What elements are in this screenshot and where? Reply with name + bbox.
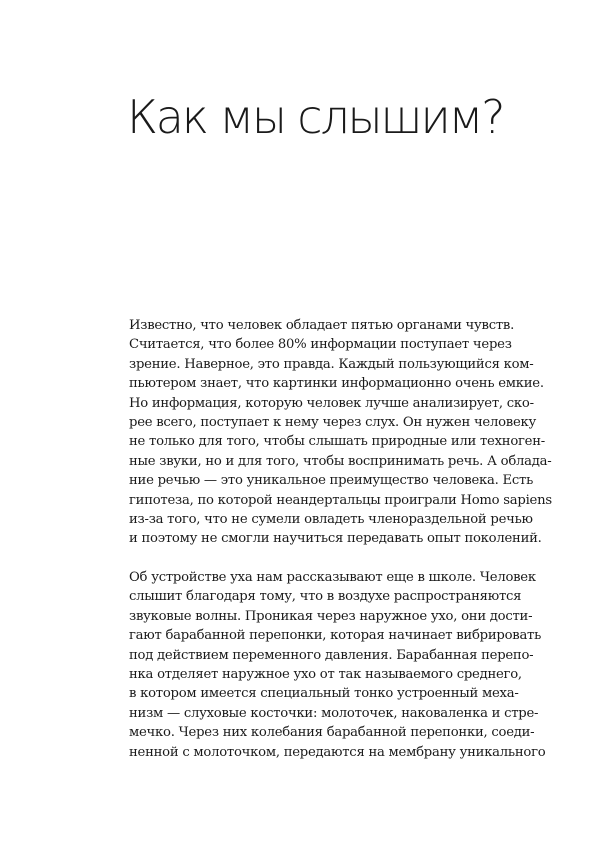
body-text <box>129 316 552 762</box>
text-line: мечко. Через них колебания барабанной перепонки, соеди- <box>129 725 535 741</box>
text-line: под действием переменного давления. Барабанная перепо- <box>129 647 534 663</box>
text-line: не только для того, чтобы слышать природные или техноген- <box>129 434 545 450</box>
text-line: низм — слуховые косточки: молоточек, наковаленка и стре- <box>129 705 539 721</box>
text-line: ненной с молоточком, передаются на мембрану уникального <box>129 744 546 760</box>
text-line: зрение. Наверное, это правда. Каждый пользующийся ком- <box>129 356 534 372</box>
text-line: из-за того, что не сумели овладеть членораздельной речью <box>129 511 533 527</box>
text-line: в котором имеется специальный тонко устроенный меха- <box>129 686 519 702</box>
text-line: звуковые волны. Проникая через наружное ухо, они дости- <box>129 608 533 624</box>
paragraph-2 <box>129 568 549 762</box>
paragraph-spacer <box>129 549 549 568</box>
text-line: гают барабанной перепонки, которая начинает вибрировать <box>129 628 542 644</box>
text-line: гипотеза, по которой неандертальцы проиграли Homo sapiens <box>129 492 552 508</box>
text-line: пьютером знает, что картинки информационно очень емкие. <box>129 376 544 392</box>
text-line: слышит благодаря тому, что в воздухе распространяются <box>129 589 522 605</box>
text-line: Считается, что более 80% информации поступает через <box>129 337 512 353</box>
paragraph-1 <box>129 316 552 549</box>
text-line: Но информация, которую человек лучше анализирует, ско- <box>129 395 534 411</box>
text-line: нка отделяет наружное ухо от так называемого среднего, <box>129 667 522 683</box>
text-line: ные звуки, но и для того, чтобы воспринимать речь. А облада- <box>129 453 552 469</box>
text-line: ние речью — это уникальное преимущество человека. Есть <box>129 473 533 489</box>
text-line: Известно, что человек обладает пятью органами чувств. <box>129 318 515 333</box>
text-line: и поэтому не смогли научиться передавать опыт поколений. <box>129 531 542 547</box>
text-line: Об устройстве уха нам рассказывают еще в школе. Человек <box>129 570 536 586</box>
page-title: Как мы слышим? <box>127 90 504 144</box>
text-line: рее всего, поступает к нему через слух. Он нужен человеку <box>129 414 537 430</box>
